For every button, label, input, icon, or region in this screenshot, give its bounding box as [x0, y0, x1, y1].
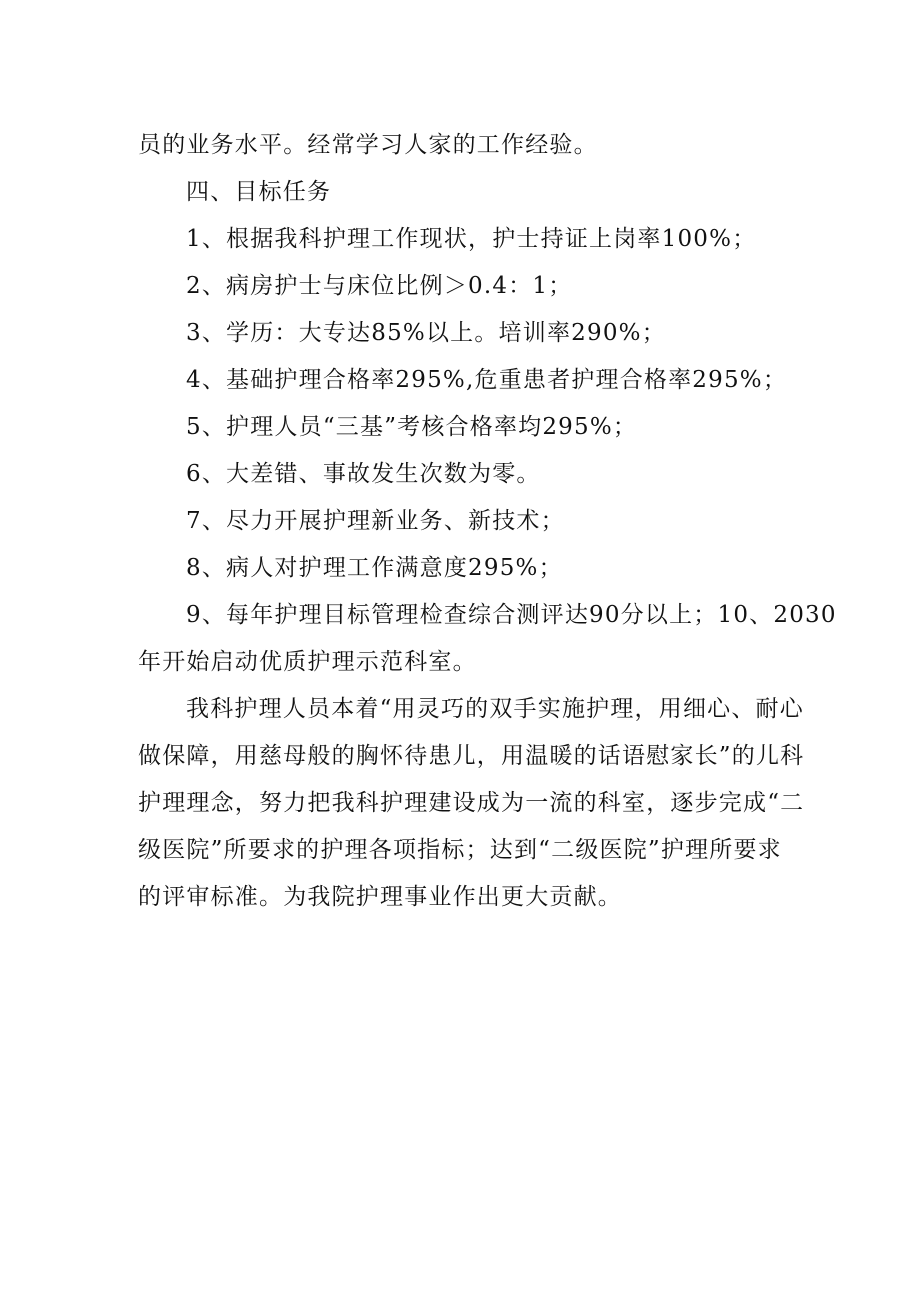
- document-body: [138, 122, 837, 921]
- task-item-9-line-1: 9、每年护理目标管理检查综合测评达90分以上；10、2030: [186, 602, 837, 628]
- task-item-3: 3、学历：大专达85%以上。培训率290%；: [186, 320, 666, 346]
- task-item-1: 1、根据我科护理工作现状，护士持证上岗率100%；: [186, 226, 757, 252]
- task-item-4: 4、基础护理合格率295%,危重患者护理合格率295%；: [186, 367, 788, 393]
- closing-paragraph-line-5: 的评审标准。为我院护理事业作出更大贡献。: [138, 884, 622, 910]
- closing-paragraph-line-4: 级医院”所要求的护理各项指标；达到“二级医院”护理所要求: [138, 837, 782, 863]
- closing-paragraph-line-3: 护理理念，努力把我科护理建设成为一流的科室，逐步完成“二: [138, 790, 805, 816]
- task-item-6: 6、大差错、事故发生次数为零。: [186, 461, 541, 487]
- task-item-5: 5、护理人员“三基”考核合格率均295%；: [186, 414, 638, 440]
- section-heading: 四、目标任务: [186, 179, 332, 205]
- task-item-8: 8、病人对护理工作满意度295%；: [186, 555, 563, 581]
- task-item-7: 7、尽力开展护理新业务、新技术；: [186, 508, 565, 534]
- continued-paragraph-line: 员的业务水平。经常学习人家的工作经验。: [138, 132, 598, 158]
- closing-paragraph-line-1: 我科护理人员本着“用灵巧的双手实施护理，用细心、耐心: [186, 696, 804, 722]
- task-item-9-line-2: 年开始启动优质护理示范科室。: [138, 649, 477, 675]
- closing-paragraph-line-2: 做保障，用慈母般的胸怀待患儿，用温暖的话语慰家长”的儿科: [138, 743, 805, 769]
- task-item-2: 2、病房护士与床位比例＞0.4：1；: [186, 273, 573, 299]
